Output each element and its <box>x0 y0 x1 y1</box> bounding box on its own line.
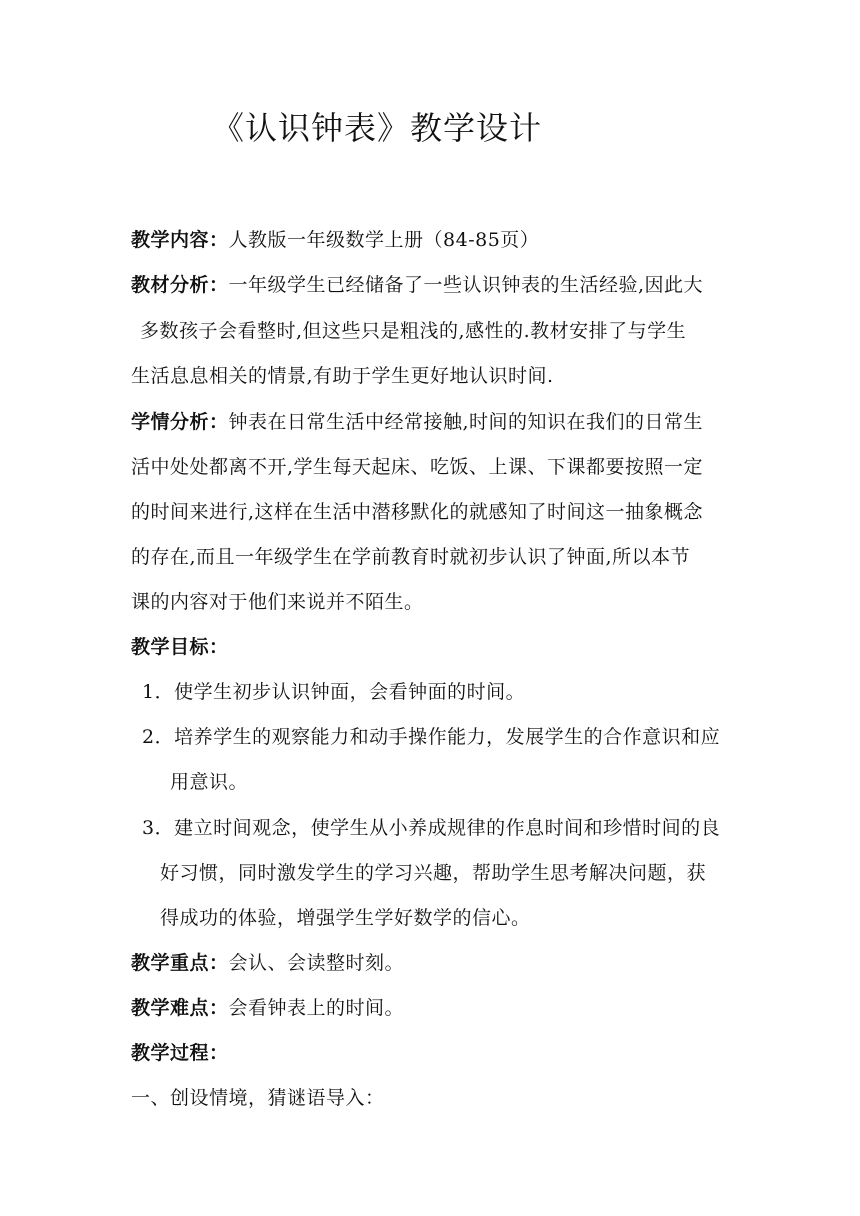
key-point-label: 教学重点： <box>131 952 229 974</box>
difficulty-label: 教学难点： <box>131 997 229 1019</box>
goal-item: 1．使学生初步认识钟面，会看钟面的时间。 <box>142 681 526 703</box>
difficulty-row <box>131 994 404 1022</box>
process-step-heading: 一、创设情境，猜谜语导入： <box>131 1087 385 1109</box>
material-analysis-label: 教材分析： <box>131 274 229 296</box>
goal-item-continuation: 得成功的体验，增强学生学好数学的信心。 <box>160 907 531 929</box>
material-analysis-line: 一年级学生已经储备了一些认识钟表的生活经验,因此大 <box>228 274 704 296</box>
document-title: 《认识钟表》教学设计 <box>212 109 543 147</box>
teaching-content-label: 教学内容： <box>131 229 229 251</box>
learner-analysis-line: 活中处处都离不开,学生每天起床、吃饭、上课、下课都要按照一定 <box>131 456 704 478</box>
material-analysis-line: 生活息息相关的情景,有助于学生更好地认识时间. <box>131 365 554 387</box>
teaching-goals-label: 教学目标： <box>131 636 229 658</box>
difficulty-text: 会看钟表上的时间。 <box>228 997 405 1019</box>
teaching-content-text: 人教版一年级数学上册（84-85页） <box>228 229 540 251</box>
learner-analysis-line: 的存在,而且一年级学生在学前教育时就初步认识了钟面,所以本节 <box>131 546 691 568</box>
teaching-process-label: 教学过程： <box>131 1042 229 1064</box>
material-analysis-line: 多数孩子会看整时,但这些只是粗浅的,感性的.教材安排了与学生 <box>140 320 687 342</box>
key-point-text: 会认、会读整时刻。 <box>228 952 405 974</box>
learner-analysis-line: 的时间来进行,这样在生活中潜移默化的就感知了时间这一抽象概念 <box>131 501 704 523</box>
goal-item: 2．培养学生的观察能力和动手操作能力，发展学生的合作意识和应 <box>142 726 721 748</box>
key-point-row <box>131 949 404 977</box>
learner-analysis-line: 课的内容对于他们来说并不陌生。 <box>131 591 424 613</box>
teaching-content-row <box>131 226 539 254</box>
learner-analysis-label: 学情分析： <box>131 411 229 433</box>
material-analysis-row <box>131 271 703 299</box>
goal-item-continuation: 用意识。 <box>170 771 249 793</box>
learner-analysis-row <box>131 408 703 436</box>
goal-item-continuation: 好习惯，同时激发学生的学习兴趣，帮助学生思考解决问题，获 <box>160 862 707 884</box>
learner-analysis-line: 钟表在日常生活中经常接触,时间的知识在我们的日常生 <box>228 411 704 433</box>
goal-item: 3．建立时间观念，使学生从小养成规律的作息时间和珍惜时间的良 <box>142 817 721 839</box>
